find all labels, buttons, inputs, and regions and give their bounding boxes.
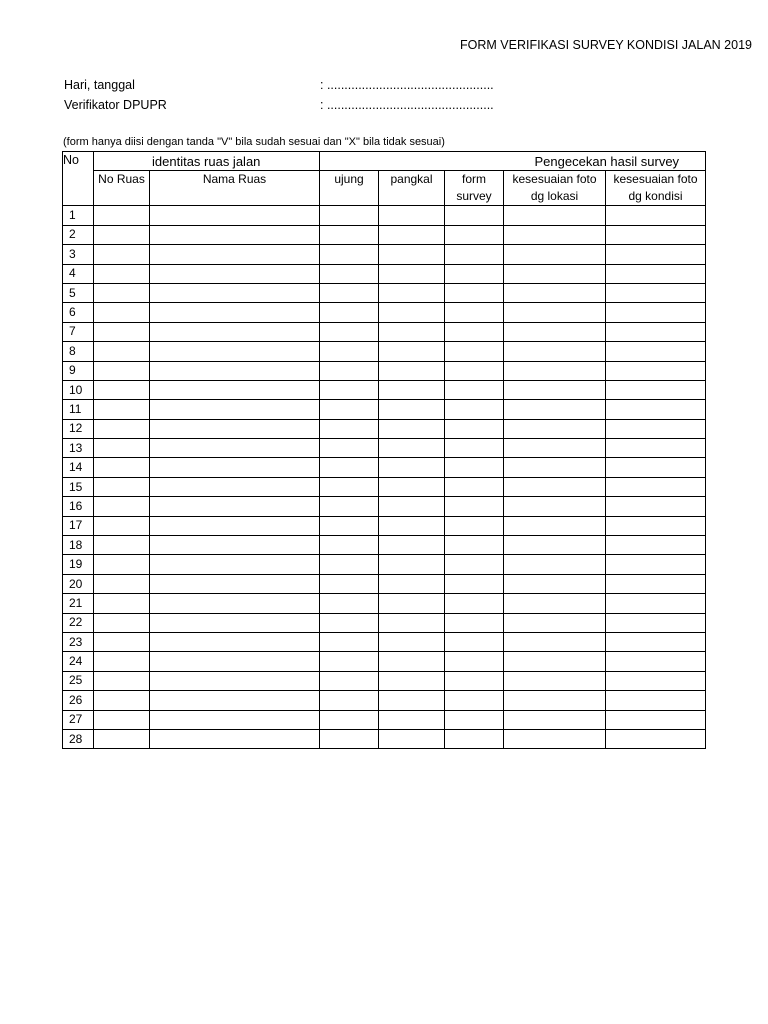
nama-ruas-cell[interactable] xyxy=(150,613,320,632)
foto-kondisi-cell[interactable] xyxy=(606,516,706,535)
pangkal-cell[interactable] xyxy=(379,594,445,613)
foto-lokasi-cell[interactable] xyxy=(504,283,606,302)
ujung-cell[interactable] xyxy=(320,477,379,496)
foto-kondisi-cell[interactable] xyxy=(606,632,706,651)
foto-lokasi-cell[interactable] xyxy=(504,419,606,438)
table-row xyxy=(63,671,706,690)
pangkal-cell[interactable] xyxy=(379,536,445,555)
row-number: 4 xyxy=(63,264,94,283)
foto-lokasi-cell[interactable] xyxy=(504,632,606,651)
no-ruas-cell[interactable] xyxy=(94,400,150,419)
foto-kondisi-cell[interactable] xyxy=(606,613,706,632)
pangkal-cell[interactable] xyxy=(379,206,445,225)
form-survey-cell[interactable] xyxy=(445,419,504,438)
foto-lokasi-cell[interactable] xyxy=(504,245,606,264)
survey-table xyxy=(62,151,706,749)
row-number: 26 xyxy=(63,691,94,710)
table-row xyxy=(63,322,706,341)
form-survey-cell[interactable] xyxy=(445,342,504,361)
form-survey-cell[interactable] xyxy=(445,536,504,555)
table-row xyxy=(63,497,706,516)
nama-ruas-cell[interactable] xyxy=(150,477,320,496)
foto-kondisi-cell[interactable] xyxy=(606,206,706,225)
no-ruas-cell[interactable] xyxy=(94,691,150,710)
pangkal-cell[interactable] xyxy=(379,380,445,399)
table-row xyxy=(63,361,706,380)
ujung-cell[interactable] xyxy=(320,380,379,399)
ujung-cell[interactable] xyxy=(320,322,379,341)
form-survey-cell[interactable] xyxy=(445,594,504,613)
foto-kondisi-cell[interactable] xyxy=(606,322,706,341)
pangkal-cell[interactable] xyxy=(379,400,445,419)
nama-ruas-cell[interactable] xyxy=(150,671,320,690)
form-survey-cell[interactable] xyxy=(445,574,504,593)
table-row xyxy=(63,555,706,574)
nama-ruas-cell[interactable] xyxy=(150,594,320,613)
form-survey-cell[interactable] xyxy=(445,729,504,748)
foto-lokasi-cell[interactable] xyxy=(504,536,606,555)
table-row xyxy=(63,245,706,264)
table-row xyxy=(63,574,706,593)
form-survey-cell[interactable] xyxy=(445,380,504,399)
row-number: 11 xyxy=(63,400,94,419)
ujung-cell[interactable] xyxy=(320,574,379,593)
col-ujung: ujung xyxy=(320,171,379,206)
foto-lokasi-cell[interactable] xyxy=(504,477,606,496)
pangkal-cell[interactable] xyxy=(379,245,445,264)
foto-lokasi-cell[interactable] xyxy=(504,458,606,477)
foto-kondisi-cell[interactable] xyxy=(606,691,706,710)
foto-lokasi-cell[interactable] xyxy=(504,380,606,399)
foto-kondisi-cell[interactable] xyxy=(606,555,706,574)
form-title: FORM VERIFIKASI SURVEY KONDISI JALAN 2019 xyxy=(460,38,752,52)
form-survey-cell[interactable] xyxy=(445,671,504,690)
table-row xyxy=(63,225,706,244)
nama-ruas-cell[interactable] xyxy=(150,206,320,225)
form-survey-cell[interactable] xyxy=(445,613,504,632)
ujung-cell[interactable] xyxy=(320,264,379,283)
ujung-cell[interactable] xyxy=(320,729,379,748)
pangkal-cell[interactable] xyxy=(379,555,445,574)
form-survey-cell[interactable] xyxy=(445,652,504,671)
ujung-cell[interactable] xyxy=(320,652,379,671)
no-ruas-cell[interactable] xyxy=(94,613,150,632)
no-ruas-cell[interactable] xyxy=(94,361,150,380)
pangkal-cell[interactable] xyxy=(379,729,445,748)
instruction-note: (form hanya diisi dengan tanda "V" bila sudah sesuai dan "X" bila tidak sesuai) xyxy=(63,136,445,148)
form-survey-cell[interactable] xyxy=(445,439,504,458)
foto-kondisi-cell[interactable] xyxy=(606,536,706,555)
col-form-survey: form survey xyxy=(445,171,504,206)
nama-ruas-cell[interactable] xyxy=(150,536,320,555)
no-ruas-cell[interactable] xyxy=(94,264,150,283)
foto-kondisi-cell[interactable] xyxy=(606,303,706,322)
form-survey-cell[interactable] xyxy=(445,283,504,302)
foto-lokasi-cell[interactable] xyxy=(504,613,606,632)
ujung-cell[interactable] xyxy=(320,691,379,710)
table-row xyxy=(63,400,706,419)
table-row xyxy=(63,439,706,458)
foto-kondisi-cell[interactable] xyxy=(606,458,706,477)
nama-ruas-cell[interactable] xyxy=(150,419,320,438)
ujung-cell[interactable] xyxy=(320,400,379,419)
row-number: 15 xyxy=(63,477,94,496)
foto-kondisi-cell[interactable] xyxy=(606,710,706,729)
table-row xyxy=(63,458,706,477)
foto-lokasi-cell[interactable] xyxy=(504,225,606,244)
ujung-cell[interactable] xyxy=(320,710,379,729)
ujung-cell[interactable] xyxy=(320,303,379,322)
pangkal-cell[interactable] xyxy=(379,225,445,244)
table-row xyxy=(63,632,706,651)
table-row xyxy=(63,516,706,535)
nama-ruas-cell[interactable] xyxy=(150,497,320,516)
no-ruas-cell[interactable] xyxy=(94,322,150,341)
row-number: 9 xyxy=(63,361,94,380)
form-survey-cell[interactable] xyxy=(445,361,504,380)
foto-kondisi-cell[interactable] xyxy=(606,264,706,283)
no-ruas-cell[interactable] xyxy=(94,225,150,244)
table-row xyxy=(63,380,706,399)
table-row xyxy=(63,206,706,225)
form-survey-cell[interactable] xyxy=(445,303,504,322)
row-number: 1 xyxy=(63,206,94,225)
header-group-row xyxy=(63,152,706,171)
row-number: 27 xyxy=(63,710,94,729)
row-number: 22 xyxy=(63,613,94,632)
ujung-cell[interactable] xyxy=(320,225,379,244)
nama-ruas-cell[interactable] xyxy=(150,283,320,302)
row-number: 25 xyxy=(63,671,94,690)
table-row xyxy=(63,342,706,361)
pangkal-cell[interactable] xyxy=(379,322,445,341)
row-number: 13 xyxy=(63,439,94,458)
pangkal-cell[interactable] xyxy=(379,361,445,380)
foto-kondisi-cell[interactable] xyxy=(606,245,706,264)
table-row xyxy=(63,594,706,613)
row-number: 18 xyxy=(63,536,94,555)
foto-lokasi-cell[interactable] xyxy=(504,671,606,690)
foto-lokasi-cell[interactable] xyxy=(504,574,606,593)
no-ruas-cell[interactable] xyxy=(94,419,150,438)
nama-ruas-cell[interactable] xyxy=(150,322,320,341)
no-ruas-cell[interactable] xyxy=(94,303,150,322)
form-survey-cell[interactable] xyxy=(445,710,504,729)
pangkal-cell[interactable] xyxy=(379,477,445,496)
table-row xyxy=(63,613,706,632)
row-number: 3 xyxy=(63,245,94,264)
nama-ruas-cell[interactable] xyxy=(150,303,320,322)
ujung-cell[interactable] xyxy=(320,613,379,632)
date-field[interactable]: : ................................................ xyxy=(320,78,494,92)
foto-lokasi-cell[interactable] xyxy=(504,710,606,729)
no-ruas-cell[interactable] xyxy=(94,574,150,593)
ujung-cell[interactable] xyxy=(320,206,379,225)
no-ruas-cell[interactable] xyxy=(94,458,150,477)
table-row xyxy=(63,419,706,438)
nama-ruas-cell[interactable] xyxy=(150,574,320,593)
no-ruas-cell[interactable] xyxy=(94,245,150,264)
pangkal-cell[interactable] xyxy=(379,419,445,438)
ujung-cell[interactable] xyxy=(320,342,379,361)
ujung-cell[interactable] xyxy=(320,671,379,690)
row-number: 23 xyxy=(63,632,94,651)
check-group-header: Pengecekan hasil survey xyxy=(320,152,706,171)
foto-lokasi-cell[interactable] xyxy=(504,555,606,574)
no-ruas-cell[interactable] xyxy=(94,671,150,690)
row-number: 14 xyxy=(63,458,94,477)
col-nama-ruas: Nama Ruas xyxy=(150,171,320,206)
foto-lokasi-cell[interactable] xyxy=(504,652,606,671)
foto-kondisi-cell[interactable] xyxy=(606,342,706,361)
foto-kondisi-cell[interactable] xyxy=(606,439,706,458)
ujung-cell[interactable] xyxy=(320,632,379,651)
row-number: 12 xyxy=(63,419,94,438)
foto-lokasi-cell[interactable] xyxy=(504,497,606,516)
nama-ruas-cell[interactable] xyxy=(150,245,320,264)
identity-group-header: identitas ruas jalan xyxy=(94,152,320,171)
nama-ruas-cell[interactable] xyxy=(150,729,320,748)
ujung-cell[interactable] xyxy=(320,361,379,380)
no-ruas-cell[interactable] xyxy=(94,536,150,555)
row-number: 21 xyxy=(63,594,94,613)
foto-kondisi-cell[interactable] xyxy=(606,361,706,380)
pangkal-cell[interactable] xyxy=(379,652,445,671)
form-survey-cell[interactable] xyxy=(445,555,504,574)
ujung-cell[interactable] xyxy=(320,594,379,613)
ujung-cell[interactable] xyxy=(320,497,379,516)
foto-kondisi-cell[interactable] xyxy=(606,477,706,496)
foto-lokasi-cell[interactable] xyxy=(504,691,606,710)
pangkal-cell[interactable] xyxy=(379,458,445,477)
foto-kondisi-cell[interactable] xyxy=(606,400,706,419)
pangkal-cell[interactable] xyxy=(379,264,445,283)
nama-ruas-cell[interactable] xyxy=(150,342,320,361)
nama-ruas-cell[interactable] xyxy=(150,516,320,535)
row-number: 24 xyxy=(63,652,94,671)
form-survey-cell[interactable] xyxy=(445,516,504,535)
nama-ruas-cell[interactable] xyxy=(150,400,320,419)
pangkal-cell[interactable] xyxy=(379,574,445,593)
form-survey-cell[interactable] xyxy=(445,245,504,264)
ujung-cell[interactable] xyxy=(320,283,379,302)
no-ruas-cell[interactable] xyxy=(94,206,150,225)
no-header: No xyxy=(63,152,94,206)
row-number: 16 xyxy=(63,497,94,516)
form-survey-cell[interactable] xyxy=(445,206,504,225)
date-label: Hari, tanggal xyxy=(64,78,135,92)
foto-kondisi-cell[interactable] xyxy=(606,671,706,690)
pangkal-cell[interactable] xyxy=(379,691,445,710)
table-row xyxy=(63,710,706,729)
form-survey-cell[interactable] xyxy=(445,632,504,651)
foto-kondisi-cell[interactable] xyxy=(606,594,706,613)
no-ruas-cell[interactable] xyxy=(94,555,150,574)
form-survey-cell[interactable] xyxy=(445,264,504,283)
row-number: 10 xyxy=(63,380,94,399)
foto-lokasi-cell[interactable] xyxy=(504,303,606,322)
pangkal-cell[interactable] xyxy=(379,439,445,458)
foto-kondisi-cell[interactable] xyxy=(606,419,706,438)
pangkal-cell[interactable] xyxy=(379,516,445,535)
pangkal-cell[interactable] xyxy=(379,710,445,729)
nama-ruas-cell[interactable] xyxy=(150,555,320,574)
foto-kondisi-cell[interactable] xyxy=(606,574,706,593)
foto-lokasi-cell[interactable] xyxy=(504,729,606,748)
no-ruas-cell[interactable] xyxy=(94,439,150,458)
row-number: 2 xyxy=(63,225,94,244)
nama-ruas-cell[interactable] xyxy=(150,458,320,477)
no-ruas-cell[interactable] xyxy=(94,594,150,613)
no-ruas-cell[interactable] xyxy=(94,652,150,671)
row-number: 6 xyxy=(63,303,94,322)
no-ruas-cell[interactable] xyxy=(94,380,150,399)
row-number: 17 xyxy=(63,516,94,535)
pangkal-cell[interactable] xyxy=(379,613,445,632)
nama-ruas-cell[interactable] xyxy=(150,710,320,729)
row-number: 28 xyxy=(63,729,94,748)
table-row xyxy=(63,283,706,302)
pangkal-cell[interactable] xyxy=(379,303,445,322)
form-survey-cell[interactable] xyxy=(445,497,504,516)
nama-ruas-cell[interactable] xyxy=(150,264,320,283)
col-pangkal: pangkal xyxy=(379,171,445,206)
col-no-ruas: No Ruas xyxy=(94,171,150,206)
col-foto-kondisi: kesesuaian foto dg kondisi xyxy=(606,171,706,206)
no-ruas-cell[interactable] xyxy=(94,477,150,496)
nama-ruas-cell[interactable] xyxy=(150,632,320,651)
foto-kondisi-cell[interactable] xyxy=(606,652,706,671)
foto-lokasi-cell[interactable] xyxy=(504,400,606,419)
form-survey-cell[interactable] xyxy=(445,322,504,341)
verifier-label: Verifikator DPUPR xyxy=(64,98,167,112)
pangkal-cell[interactable] xyxy=(379,632,445,651)
header-column-row xyxy=(63,171,706,206)
row-number: 8 xyxy=(63,342,94,361)
table-row xyxy=(63,477,706,496)
nama-ruas-cell[interactable] xyxy=(150,361,320,380)
row-number: 19 xyxy=(63,555,94,574)
no-ruas-cell[interactable] xyxy=(94,342,150,361)
table-row xyxy=(63,303,706,322)
no-ruas-cell[interactable] xyxy=(94,710,150,729)
table-row xyxy=(63,536,706,555)
foto-kondisi-cell[interactable] xyxy=(606,497,706,516)
verifier-field[interactable]: : ................................................ xyxy=(320,98,494,112)
foto-kondisi-cell[interactable] xyxy=(606,380,706,399)
table-row xyxy=(63,691,706,710)
ujung-cell[interactable] xyxy=(320,536,379,555)
form-survey-cell[interactable] xyxy=(445,400,504,419)
pangkal-cell[interactable] xyxy=(379,283,445,302)
form-survey-cell[interactable] xyxy=(445,458,504,477)
nama-ruas-cell[interactable] xyxy=(150,439,320,458)
nama-ruas-cell[interactable] xyxy=(150,691,320,710)
row-number: 5 xyxy=(63,283,94,302)
form-survey-cell[interactable] xyxy=(445,691,504,710)
row-number: 20 xyxy=(63,574,94,593)
table-row xyxy=(63,652,706,671)
table-row xyxy=(63,264,706,283)
ujung-cell[interactable] xyxy=(320,245,379,264)
no-ruas-cell[interactable] xyxy=(94,632,150,651)
nama-ruas-cell[interactable] xyxy=(150,380,320,399)
ujung-cell[interactable] xyxy=(320,458,379,477)
foto-lokasi-cell[interactable] xyxy=(504,361,606,380)
form-survey-cell[interactable] xyxy=(445,477,504,496)
foto-kondisi-cell[interactable] xyxy=(606,729,706,748)
pangkal-cell[interactable] xyxy=(379,497,445,516)
ujung-cell[interactable] xyxy=(320,439,379,458)
row-number: 7 xyxy=(63,322,94,341)
nama-ruas-cell[interactable] xyxy=(150,225,320,244)
no-ruas-cell[interactable] xyxy=(94,497,150,516)
no-ruas-cell[interactable] xyxy=(94,729,150,748)
foto-kondisi-cell[interactable] xyxy=(606,283,706,302)
foto-lokasi-cell[interactable] xyxy=(504,342,606,361)
no-ruas-cell[interactable] xyxy=(94,516,150,535)
foto-lokasi-cell[interactable] xyxy=(504,206,606,225)
table-body xyxy=(63,206,706,749)
no-ruas-cell[interactable] xyxy=(94,283,150,302)
pangkal-cell[interactable] xyxy=(379,342,445,361)
nama-ruas-cell[interactable] xyxy=(150,652,320,671)
pangkal-cell[interactable] xyxy=(379,671,445,690)
table-row xyxy=(63,729,706,748)
ujung-cell[interactable] xyxy=(320,419,379,438)
foto-lokasi-cell[interactable] xyxy=(504,322,606,341)
ujung-cell[interactable] xyxy=(320,555,379,574)
foto-lokasi-cell[interactable] xyxy=(504,516,606,535)
foto-lokasi-cell[interactable] xyxy=(504,594,606,613)
foto-lokasi-cell[interactable] xyxy=(504,439,606,458)
form-survey-cell[interactable] xyxy=(445,225,504,244)
foto-lokasi-cell[interactable] xyxy=(504,264,606,283)
foto-kondisi-cell[interactable] xyxy=(606,225,706,244)
ujung-cell[interactable] xyxy=(320,516,379,535)
col-foto-lokasi: kesesuaian foto dg lokasi xyxy=(504,171,606,206)
